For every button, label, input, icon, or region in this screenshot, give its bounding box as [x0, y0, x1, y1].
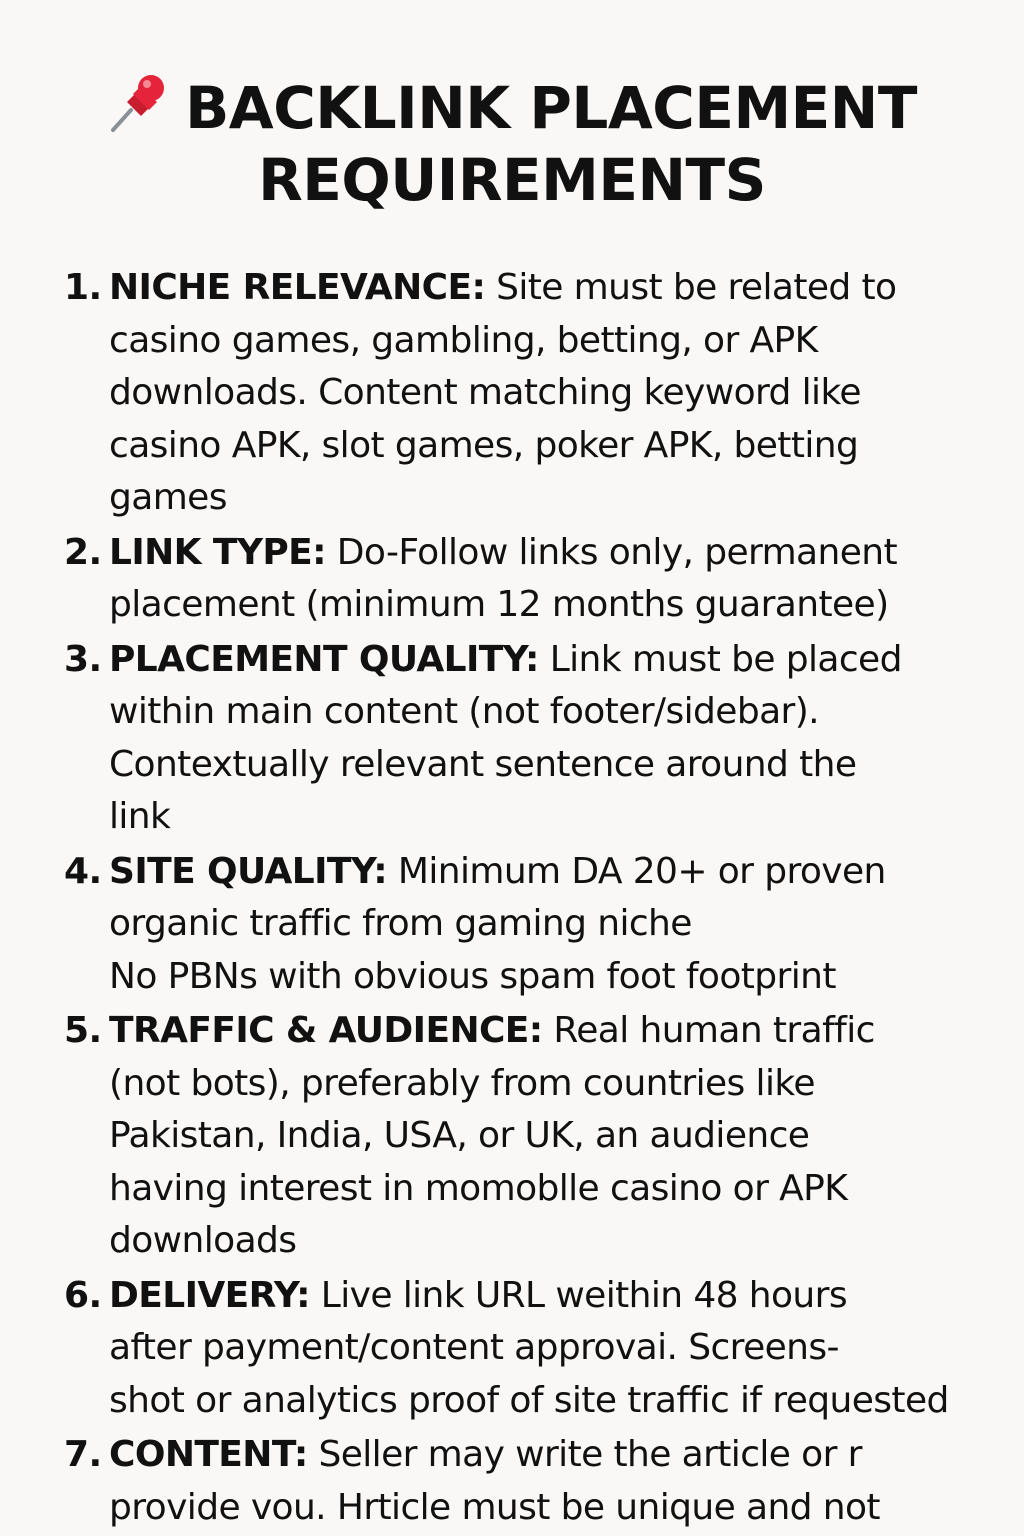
item-line: Contextually relevant sentence around the [109, 743, 857, 785]
item-label: TRAFFIC & AUDIENCE: [109, 1010, 543, 1051]
item-text: Link must be placed [538, 638, 902, 680]
item-label: CONTENT: [109, 1434, 308, 1475]
list-item [64, 634, 1014, 844]
item-label: NICHE RELEVANCE: [109, 267, 486, 308]
item-line: having interest in momoblle casino or APK [109, 1167, 848, 1209]
page-title [0, 72, 1024, 216]
item-line: provide vou. Hrticle must be unique and not [109, 1486, 880, 1528]
item-line: No PBNs with obvious spam foot footprint [109, 955, 836, 997]
item-number: 3. [64, 638, 102, 680]
item-line [109, 262, 1014, 315]
item-number: 7. [64, 1434, 102, 1475]
item-text: Live link URL weithin 48 hours [309, 1274, 847, 1316]
item-line: placement (minimum 12 months guarantee) [109, 584, 889, 625]
item-number: 5. [64, 1010, 102, 1051]
requirements-list [64, 262, 1014, 1536]
list-item [64, 262, 1014, 525]
list-item [64, 1270, 1014, 1428]
list-item [64, 1005, 1014, 1268]
item-number: 4. [64, 850, 102, 892]
pushpin-icon [107, 72, 171, 136]
item-line: games [109, 477, 227, 518]
item-line: downloads. Content matching keyword like [109, 372, 861, 413]
item-line: shot or analytics proof of site traffic if requested [109, 1379, 949, 1421]
title-line-1 [0, 72, 1024, 144]
item-line [109, 846, 1014, 899]
title-text-1: BACKLINK PLACEMENT [185, 74, 917, 142]
item-line [109, 527, 1014, 580]
item-number: 1. [64, 267, 102, 308]
item-line [109, 1429, 1014, 1482]
item-text: Real human traffic [542, 1010, 875, 1051]
item-text: Do-Follow links only, permanent [325, 531, 898, 573]
item-label: SITE QUALITY: [109, 850, 388, 892]
item-label: DELIVERY: [109, 1274, 310, 1316]
item-line [109, 1270, 1014, 1323]
item-line: after payment/content approvai. Screens- [109, 1327, 839, 1368]
item-text: Minimum DA 20+ or proven [387, 850, 886, 892]
item-label: LINK TYPE: [109, 531, 326, 573]
item-line: casino games, gambling, betting, or APK [109, 319, 818, 361]
list-item [64, 846, 1014, 1004]
list-item [64, 1429, 1014, 1534]
item-line: organic traffic from gaming niche [109, 903, 692, 944]
item-line: (not bots), preferably from countries like [109, 1062, 815, 1104]
title-text-2: REQUIREMENTS [258, 146, 766, 214]
item-line: Pakistan, India, USA, or UK, an audience [109, 1115, 810, 1156]
item-line [109, 1005, 1014, 1058]
item-number: 2. [64, 531, 102, 573]
item-number: 6. [64, 1274, 102, 1316]
item-line: within main content (not footer/sidebar). [109, 691, 820, 732]
item-line: link [109, 796, 171, 837]
item-line: downloads [109, 1220, 297, 1261]
list-item [64, 527, 1014, 632]
item-line: casino APK, slot games, poker APK, betting [109, 424, 859, 466]
item-line [109, 634, 1014, 687]
item-text: Seller may write the article or r [307, 1434, 862, 1475]
item-text: Site must be related to [485, 267, 897, 308]
item-label: PLACEMENT QUALITY: [109, 638, 539, 680]
